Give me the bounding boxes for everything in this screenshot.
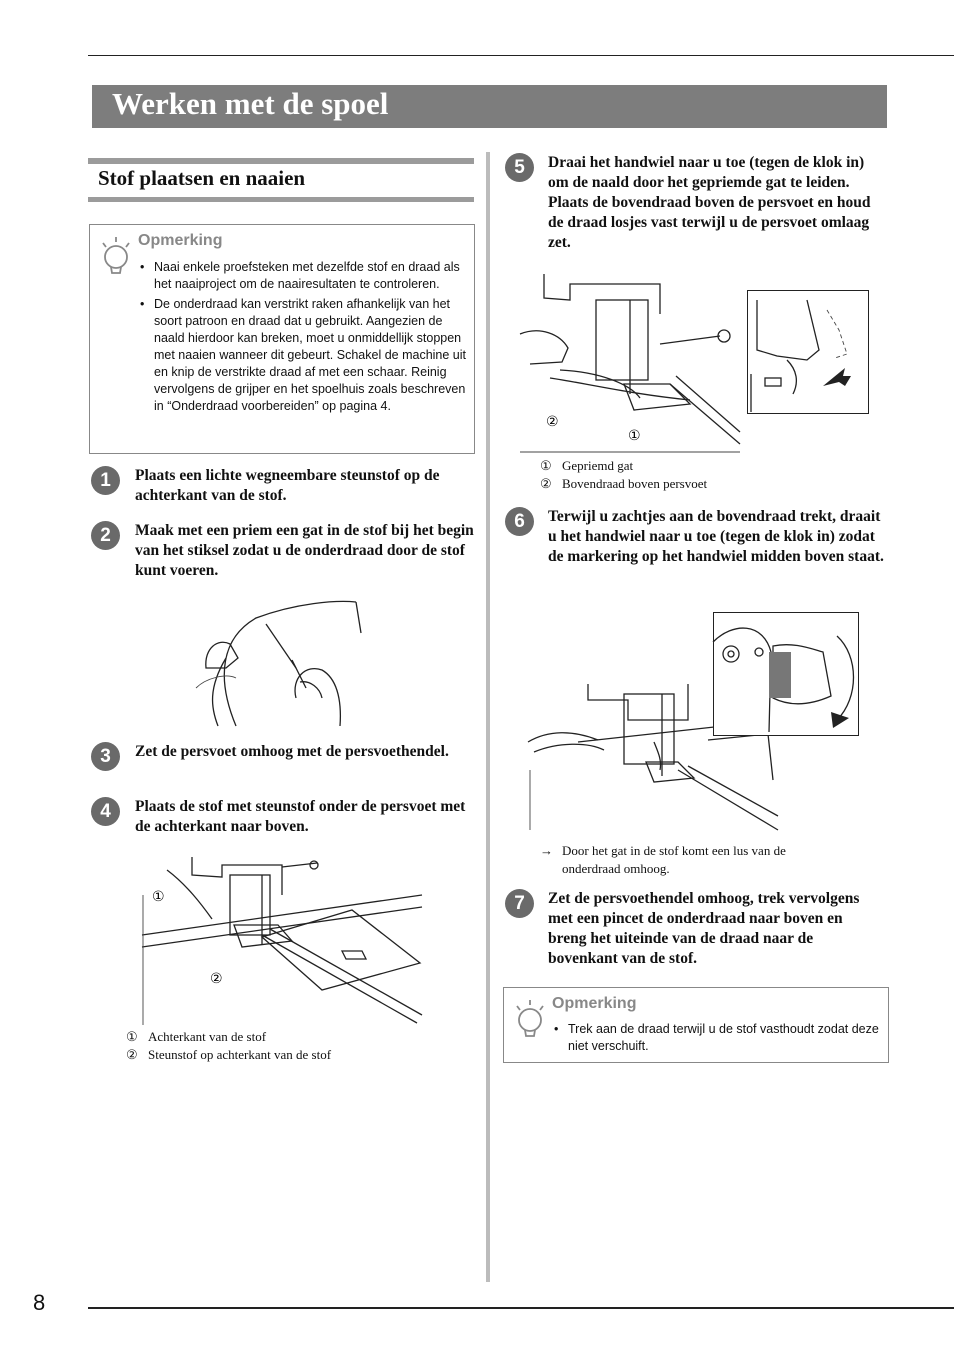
step-5-text: Draai het handwiel naar u toe (tegen de klok in) om de naald door het gepriemde gat te leiden. Plaats de bovendraad boven de persvoet en houd de draad losjes vast terwijl u de persvoet omlaag zet. <box>548 154 871 251</box>
lightbulb-icon <box>512 998 548 1038</box>
section-heading-bottom-bar <box>88 197 474 202</box>
chapter-title: Werken met de spoel <box>112 86 389 121</box>
note-1-item: • Naai enkele proefsteken met dezelfde stof en draad als het naaiproject om de naairesultaten te controleren. <box>140 260 460 291</box>
lightbulb-icon <box>98 235 134 275</box>
step-1-badge: 1 <box>91 466 120 495</box>
note-box-2 <box>503 987 889 1063</box>
fig5-caption-2: ② Bovendraad boven persvoet <box>540 476 708 491</box>
result-arrow-icon: → <box>540 843 553 858</box>
fig4-callout-1: ① <box>152 889 165 905</box>
fig6-result-text: Door het gat in de stof komt een lus van de onderdraad omhoog. <box>562 843 786 876</box>
fig4-caption-1: ① Achterkant van de stof <box>126 1029 267 1044</box>
fig5-caption-1: ① Gepriemd gat <box>540 458 634 473</box>
section-heading <box>88 158 474 203</box>
step-2-text: Maak met een priem een gat in de stof bij het begin van het stiksel zodat u de onderdraad door de stof kunt voeren. <box>135 522 474 579</box>
awl-illustration <box>196 598 366 728</box>
page-number: 8 <box>33 1290 46 1315</box>
step-3-text: Zet de persvoet omhoog met de persvoethendel. <box>135 743 449 760</box>
note-1-title: Opmerking <box>138 232 223 249</box>
fig4-caption-2: ② Steunstof op achterkant van de stof <box>126 1047 332 1062</box>
fig6-result-note <box>540 842 840 878</box>
handwheel-inset <box>713 612 859 736</box>
step-6-text: Terwijl u zachtjes aan de bovendraad trekt, draait u het handwiel naar u toe (tegen de klok in) zodat de markering op het handwiel midden boven staat. <box>548 508 884 565</box>
section-title: Stof plaatsen en naaien <box>98 166 306 190</box>
step-6-badge: 6 <box>505 507 534 536</box>
note-1-item: • De onderdraad kan verstrikt raken afhankelijk van het soort patroon en draad dat u gebruikt. Aangezien de naald hierdoor kan breken, moet u onmiddellijk stoppen met naaien wanneer dit gebeurt. Schakel de machine uit en knip de verstrikte draad af met een schaar. Reinig vervolgens de grijper en het spoelhuis zoals beschreven in “Onderdraad voorbereiden” op pagina 4. <box>140 297 466 413</box>
needle-threading-illustration <box>520 274 740 454</box>
step-7-badge: 7 <box>505 889 534 918</box>
step-1-text: Plaats een lichte wegneembare steunstof op de achterkant van de stof. <box>135 467 440 504</box>
note-1-list <box>138 259 468 418</box>
bottom-rule <box>88 1307 954 1309</box>
chapter-title-bar <box>92 85 887 128</box>
fig4-callout-2: ② <box>210 971 223 987</box>
step-7-text: Zet de persvoethendel omhoog, trek vervolgens met een pincet de onderdraad naar boven en breng het uiteinde van de draad naar de bovenkant van de stof. <box>548 890 860 967</box>
step-4-text: Plaats de stof met steunstof onder de persvoet met de achterkant naar boven. <box>135 798 466 835</box>
step-4-badge: 4 <box>91 797 120 826</box>
column-divider <box>486 152 490 1282</box>
presser-lever-inset <box>747 290 869 414</box>
note-2-list <box>552 1021 882 1058</box>
step-5-badge: 5 <box>505 153 534 182</box>
note-2-item: • Trek aan de draad terwijl u de stof vasthoudt zodat deze niet verschuift. <box>554 1022 879 1053</box>
note-2-title: Opmerking <box>552 995 637 1012</box>
step-2-badge: 2 <box>91 521 120 550</box>
top-rule <box>88 55 954 56</box>
step-3-badge: 3 <box>91 742 120 771</box>
fig5-callout-2: ② <box>546 414 559 430</box>
fabric-placement-illustration <box>142 855 422 1025</box>
fig5-callout-1: ① <box>628 428 641 444</box>
section-heading-top-bar <box>88 158 474 164</box>
note-box-1 <box>89 224 475 454</box>
